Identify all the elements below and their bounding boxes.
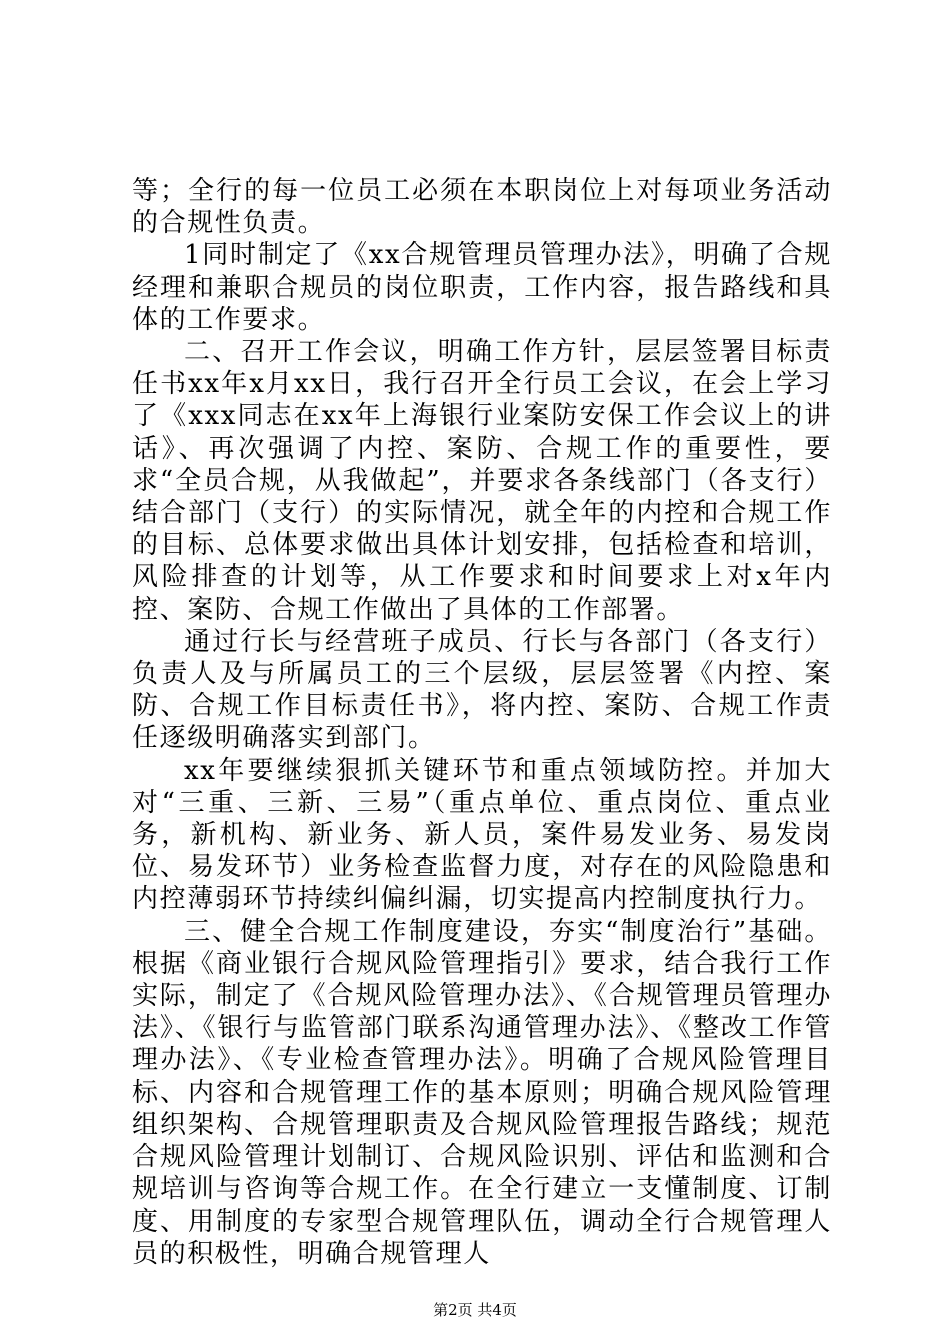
paragraph-5: xx年要继续狠抓关键环节和重点领域防控。并加大对“三重、三新、三易”（重点单位、重点岗位、重点业务，新机构、新业务、新人员，案件易发业务、易发岗位、易发环节）业务检查监督力度，对存在的风险隐患和内控薄弱环节持续纠偏纠漏，切实提高内控制度执行力。 (132, 755, 832, 915)
paragraph-1: 等；全行的每一位员工必须在本职岗位上对每项业务活动的合规性负责。 (132, 176, 832, 239)
paragraph-3: 二、召开工作会议，明确工作方针，层层签署目标责任书xx年x月xx日，我行召开全行员工会议，在会上学习了《xxx同志在xx年上海银行业案防安保工作会议上的讲话》、再次强调了内控、案防、合规工作的重要性，要求“全员合规，从我做起”，并要求各条线部门（各支行）结合部门（支行）的实际情况，就全年的内控和合规工作的目标、总体要求做出具体计划安排，包括检查和培训，风险排查的计划等，从工作要求和时间要求上对x年内控、案防、合规工作做出了具体的工作部署。 (132, 337, 832, 625)
paragraph-6: 三、健全合规工作制度建设，夯实“制度治行”基础。根据《商业银行合规风险管理指引》要求，结合我行工作实际，制定了《合规风险管理办法》、《合规管理员管理办法》、《银行与监管部门联系沟通管理办法》、《整改工作管理办法》、《专业检查管理办法》。明确了合规风险管理目标、内容和合规管理工作的基本原则；明确合规风险管理组织架构、合规管理职责及合规风险管理报告路线；规范合规风险管理计划制订、合规风险识别、评估和监测和合规培训与咨询等合规工作。在全行建立一支懂制度、订制度、用制度的专家型合规管理队伍，调动全行合规管理人员的积极性，明确合规管理人 (132, 916, 833, 1269)
page-footer (0, 1300, 950, 1320)
document-body (132, 175, 832, 1270)
page-number: 第2页 共4页 (433, 1301, 517, 1319)
paragraph-2: 1同时制定了《xx合规管理员管理办法》，明确了合规经理和兼职合规员的岗位职责，工作内容，报告路线和具体的工作要求。 (132, 240, 832, 335)
paragraph-4: 通过行长与经营班子成员、行长与各部门（各支行）负责人及与所属员工的三个层级，层层签署《内控、案防、合规工作目标责任书》，将内控、案防、合规工作责任逐级明确落实到部门。 (132, 626, 832, 754)
